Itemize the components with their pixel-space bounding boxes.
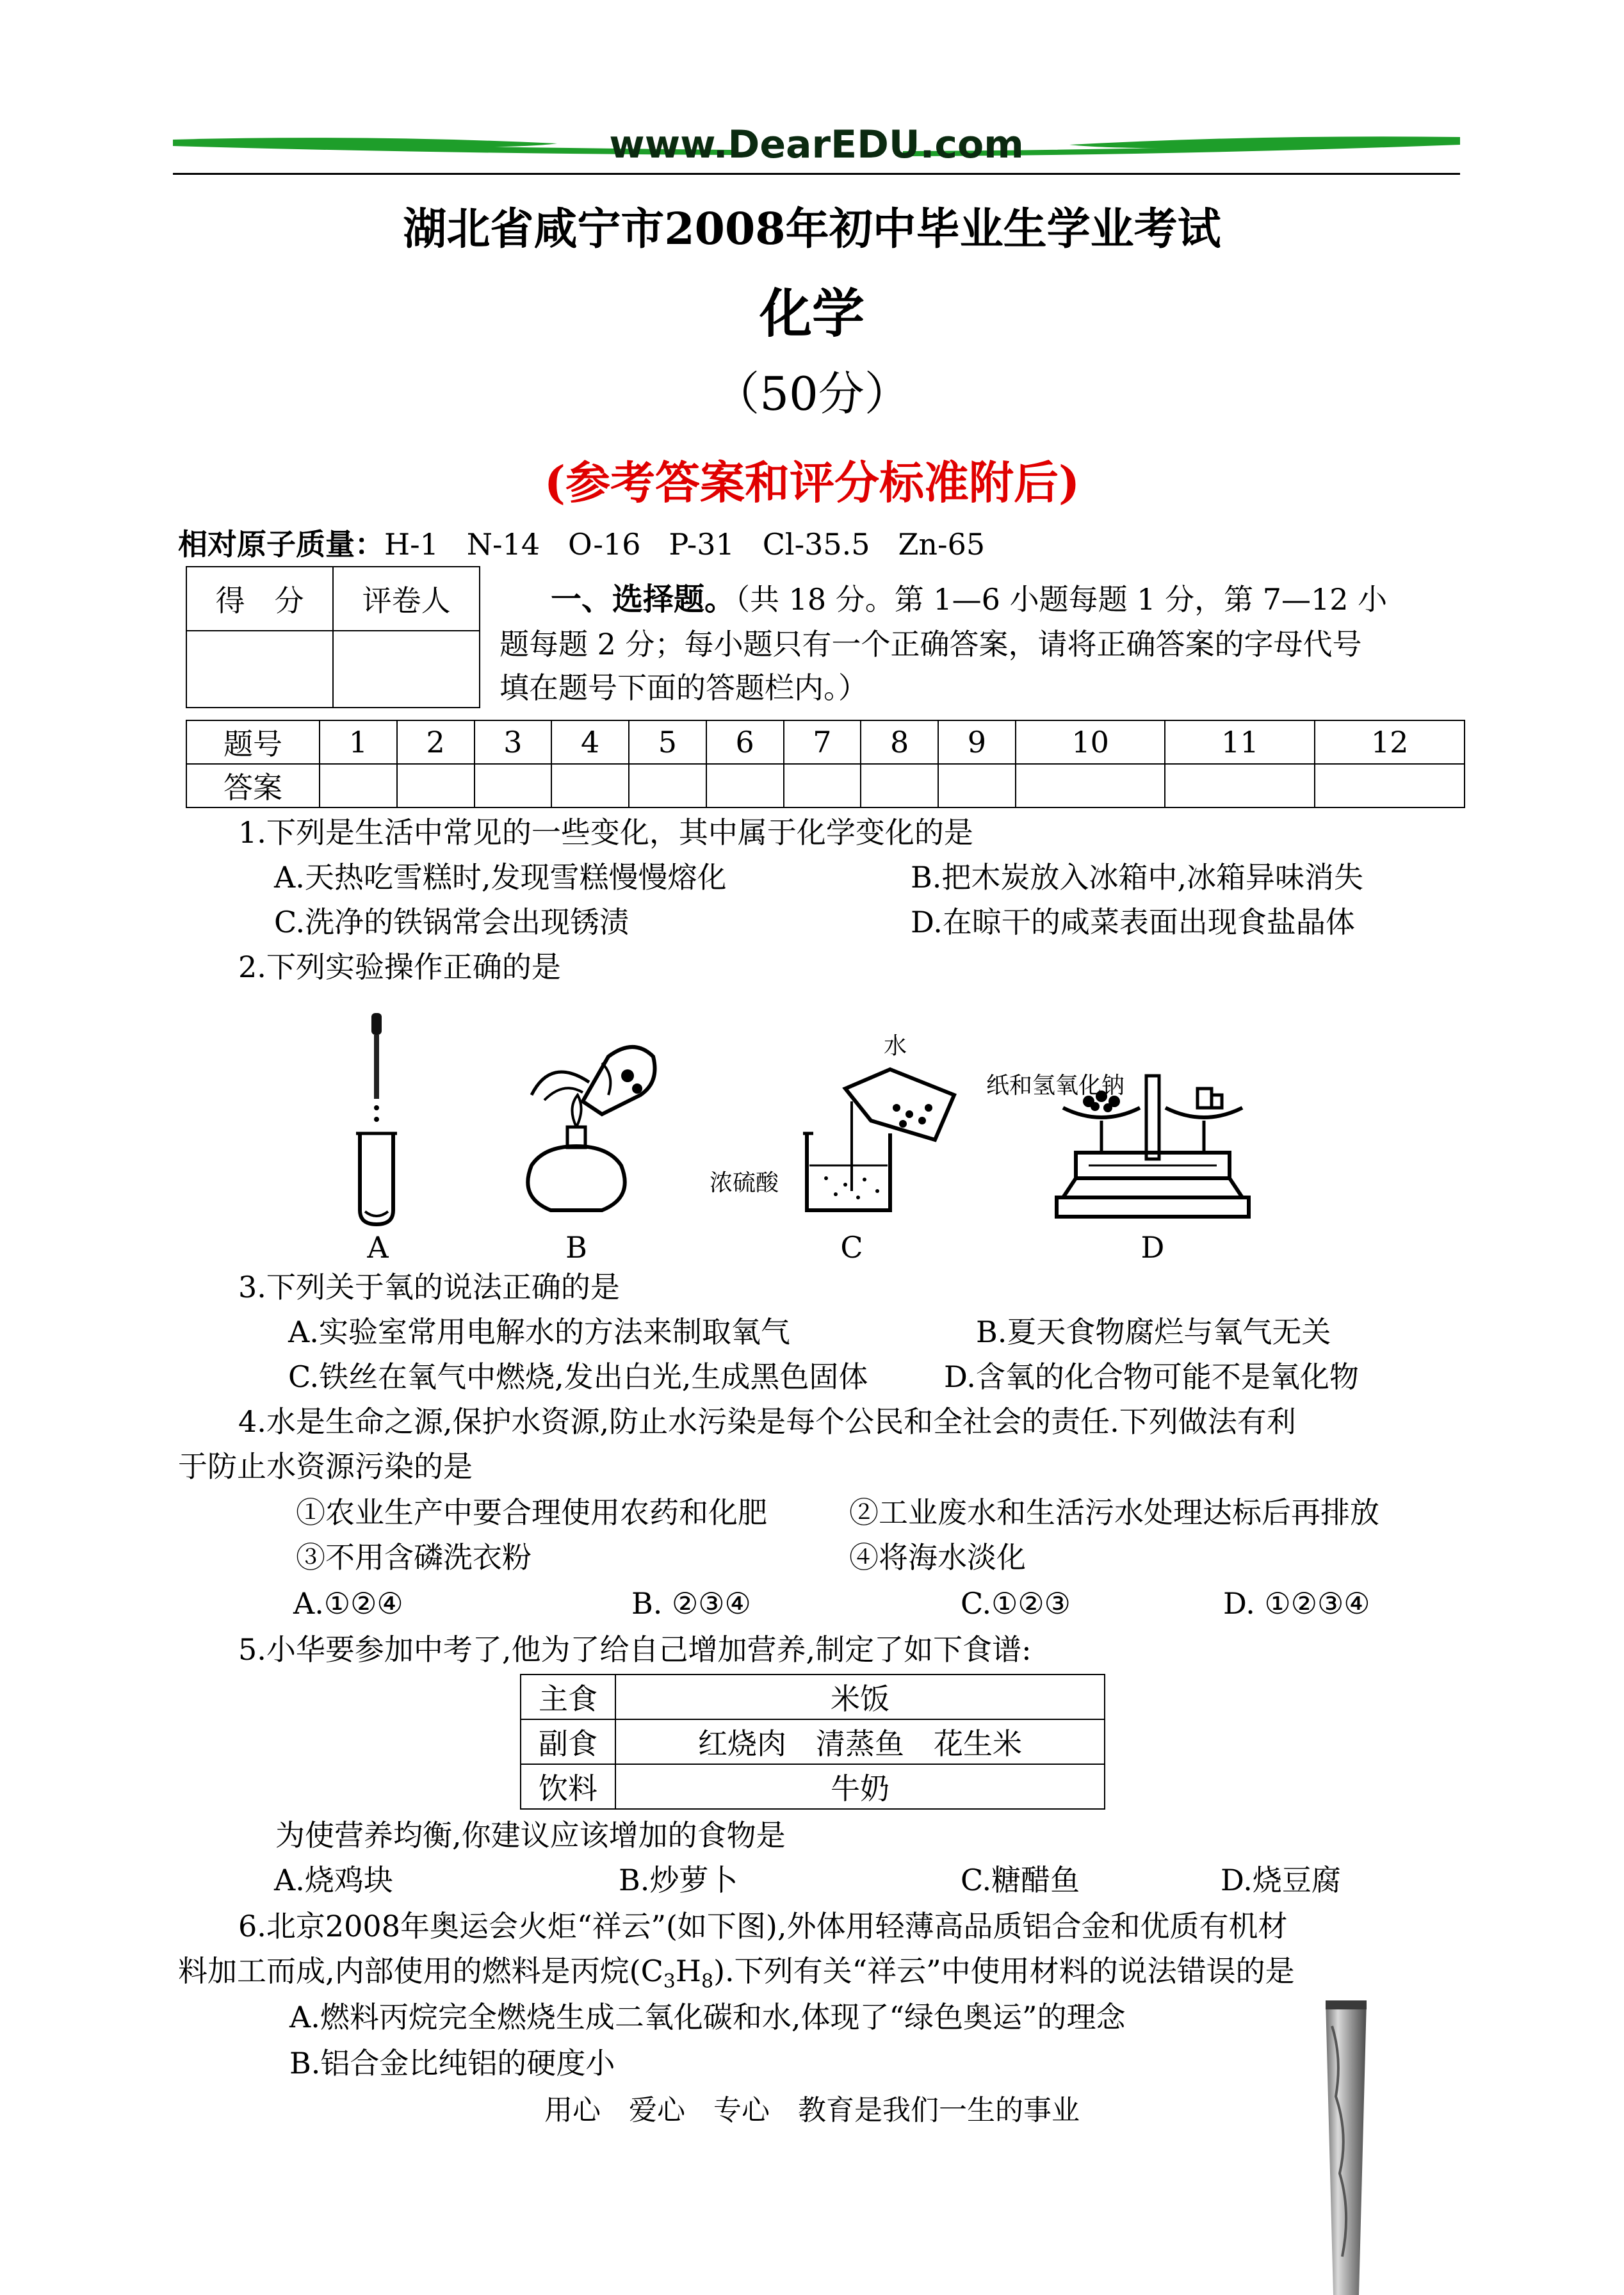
- grid-answer-cell[interactable]: [938, 764, 1016, 807]
- subject-title: 化学: [759, 283, 865, 345]
- section1-desc3: 填在题号下面的答题栏内。）: [499, 670, 868, 705]
- grid-number: 5: [629, 720, 706, 764]
- q4-statement-4: ④将海水淡化: [849, 1540, 1026, 1575]
- grid-answer-cell[interactable]: [861, 764, 938, 807]
- q3-option-a: A.实验室常用电解水的方法来制取氧气: [288, 1315, 790, 1349]
- figure-c-label: C: [840, 1230, 863, 1265]
- q5-option-d: D.烧豆腐: [1221, 1863, 1341, 1897]
- answer-grid-answer-row: [186, 764, 1465, 807]
- q1-option-b: B.把木炭放入冰箱中,冰箱异味消失: [911, 860, 1364, 895]
- figure-a-dropper-test-tube: [333, 1012, 423, 1229]
- q6-stem-part2: H: [675, 1954, 701, 1988]
- grid-answer-cell[interactable]: [551, 764, 629, 807]
- figure-c-acid-label: 浓硫酸: [710, 1170, 779, 1196]
- grid-answer-cell[interactable]: [475, 764, 552, 807]
- grid-number: 11: [1165, 720, 1315, 764]
- grid-number: 8: [861, 720, 938, 764]
- q4-stem-line1: 4.水是生命之源,保护水资源,防止水污染是每个公民和全社会的责任.下列做法有利: [238, 1404, 1296, 1439]
- grid-label-number: 题号: [186, 720, 320, 764]
- grid-number: 9: [938, 720, 1016, 764]
- answer-grid: [186, 720, 1465, 808]
- grid-number: 7: [784, 720, 861, 764]
- q6-sub-8: 8: [701, 1970, 714, 1993]
- section1-desc1: （共 18 分。第 1—6 小题每题 1 分，第 7—12 小: [735, 582, 1388, 617]
- q6-option-b: B.铝合金比纯铝的硬度小: [289, 2046, 615, 2080]
- q3-option-b: B.夏天食物腐烂与氧气无关: [976, 1315, 1331, 1349]
- grid-answer-cell[interactable]: [397, 764, 475, 807]
- grid-answer-cell[interactable]: [784, 764, 861, 807]
- grid-answer-cell[interactable]: [1165, 764, 1315, 807]
- q1-stem: 1.下列是生活中常见的一些变化，其中属于化学变化的是: [238, 815, 973, 850]
- q1-option-d: D.在晾干的咸菜表面出现食盐晶体: [911, 905, 1355, 939]
- figure-c-dilution: [794, 1063, 961, 1217]
- grid-answer-cell[interactable]: [1315, 764, 1465, 807]
- grid-number: 3: [475, 720, 552, 764]
- q4-option-c: C.①②③: [961, 1586, 1071, 1621]
- q1-option-c: C.洗净的铁锅常会出现锈渍: [274, 905, 629, 939]
- q4-option-a: A.①②④: [293, 1586, 403, 1621]
- q2-stem: 2.下列实验操作正确的是: [238, 950, 561, 984]
- grid-number: 1: [320, 720, 397, 764]
- score-box: [186, 566, 480, 708]
- q4-statement-2: ②工业废水和生活污水处理达标后再排放: [849, 1495, 1379, 1530]
- q5-stem: 5.小华要参加中考了,他为了给自己增加营养,制定了如下食谱:: [238, 1632, 1032, 1667]
- grid-number: 12: [1315, 720, 1465, 764]
- q4-option-b: B. ②③④: [631, 1586, 751, 1621]
- header-banner: [173, 122, 1460, 173]
- figure-a-label: A: [367, 1230, 389, 1265]
- q6-stem-line1: 6.北京2008年奥运会火炬“祥云”(如下图),外体用轻薄高品质铝合金和优质有机材: [238, 1909, 1288, 1943]
- section1-line1: [551, 581, 1387, 617]
- menu-category: 副食: [521, 1719, 615, 1764]
- figure-b-label: B: [565, 1230, 587, 1265]
- q3-option-d: D.含氧的化合物可能不是氧化物: [944, 1359, 1359, 1394]
- figure-b-alcohol-lamps: [506, 1018, 666, 1217]
- header-rule: [173, 173, 1460, 175]
- q1-option-a: A.天热吃雪糕时,发现雪糕慢慢熔化: [274, 860, 727, 895]
- atomic-mass-label: 相对原子质量：: [178, 527, 384, 562]
- torch-image: [1323, 2000, 1369, 2295]
- grid-label-answer: 答案: [186, 764, 320, 807]
- grid-number: 4: [551, 720, 629, 764]
- q6-sub-3: 3: [663, 1970, 676, 1993]
- figure-d-naoh-label: 纸和氢氧化钠: [986, 1073, 1125, 1099]
- q6-option-a: A.燃料丙烷完全燃烧生成二氧化碳和水,体现了“绿色奥运”的理念: [289, 2000, 1126, 2034]
- q5-option-a: A.烧鸡块: [274, 1863, 393, 1897]
- grid-answer-cell[interactable]: [320, 764, 397, 807]
- q6-stem-line2: [178, 1953, 1295, 2000]
- q3-option-c: C.铁丝在氧气中燃烧,发出白光,生成黑色固体: [288, 1359, 868, 1394]
- menu-items: 红烧肉 清蒸鱼 花生米: [615, 1719, 1105, 1764]
- figure-d-label: D: [1141, 1230, 1165, 1265]
- grid-answer-cell[interactable]: [706, 764, 784, 807]
- grid-number: 6: [706, 720, 784, 764]
- total-score: （50分）: [713, 367, 911, 421]
- q6-stem-part3: ).下列有关“祥云”中使用材料的说法错误的是: [713, 1954, 1295, 1988]
- q4-statement-1: ①农业生产中要合理使用农药和化肥: [296, 1495, 767, 1530]
- score-box-header-grader: 评卷人: [333, 567, 480, 631]
- grid-answer-cell[interactable]: [629, 764, 706, 807]
- score-box-score-cell[interactable]: [186, 631, 333, 708]
- menu-items: 牛奶: [615, 1764, 1105, 1809]
- menu-category: 主食: [521, 1675, 615, 1719]
- q4-option-d: D. ①②③④: [1223, 1586, 1370, 1621]
- page-footer: 用心 爱心 专心 教育是我们一生的事业: [544, 2094, 1080, 2127]
- exam-title: 湖北省咸宁市2008年初中毕业生学业考试: [403, 204, 1221, 255]
- menu-category: 饮料: [521, 1764, 615, 1809]
- menu-row: [521, 1764, 1105, 1809]
- q5-menu-table: [520, 1674, 1105, 1810]
- menu-row: [521, 1675, 1105, 1719]
- q3-stem: 3.下列关于氧的说法正确的是: [238, 1270, 620, 1304]
- menu-items: 米饭: [615, 1675, 1105, 1719]
- q5-ask: 为使营养均衡,你建议应该增加的食物是: [275, 1818, 786, 1853]
- q4-stem-line2: 于防止水资源污染的是: [178, 1449, 473, 1484]
- q5-option-c: C.糖醋鱼: [961, 1863, 1080, 1897]
- section1-desc2: 题每题 2 分；每小题只有一个正确答案，请将正确答案的字母代号: [499, 627, 1362, 661]
- grid-number: 2: [397, 720, 475, 764]
- grid-answer-cell[interactable]: [1016, 764, 1165, 807]
- answer-grid-number-row: [186, 720, 1465, 764]
- score-box-grader-cell[interactable]: [333, 631, 480, 708]
- q5-option-b: B.炒萝卜: [619, 1863, 738, 1897]
- section1-title: 一、选择题。: [551, 581, 736, 617]
- q6-stem-part1: 料加工而成,内部使用的燃料是丙烷(C: [178, 1954, 663, 1988]
- answer-note: (参考答案和评分标准附后): [544, 456, 1080, 509]
- menu-row: [521, 1719, 1105, 1764]
- score-box-header-score: 得 分: [186, 567, 333, 631]
- q4-statement-3: ③不用含磷洗衣粉: [296, 1540, 532, 1575]
- site-name: www.DearEDU.com: [609, 122, 1024, 167]
- figure-c-water-label: 水: [884, 1033, 907, 1059]
- atomic-mass-line: [178, 526, 985, 562]
- grid-number: 10: [1016, 720, 1165, 764]
- atomic-mass-values: H-1 N-14 O-16 P-31 Cl-35.5 Zn-65: [384, 527, 986, 562]
